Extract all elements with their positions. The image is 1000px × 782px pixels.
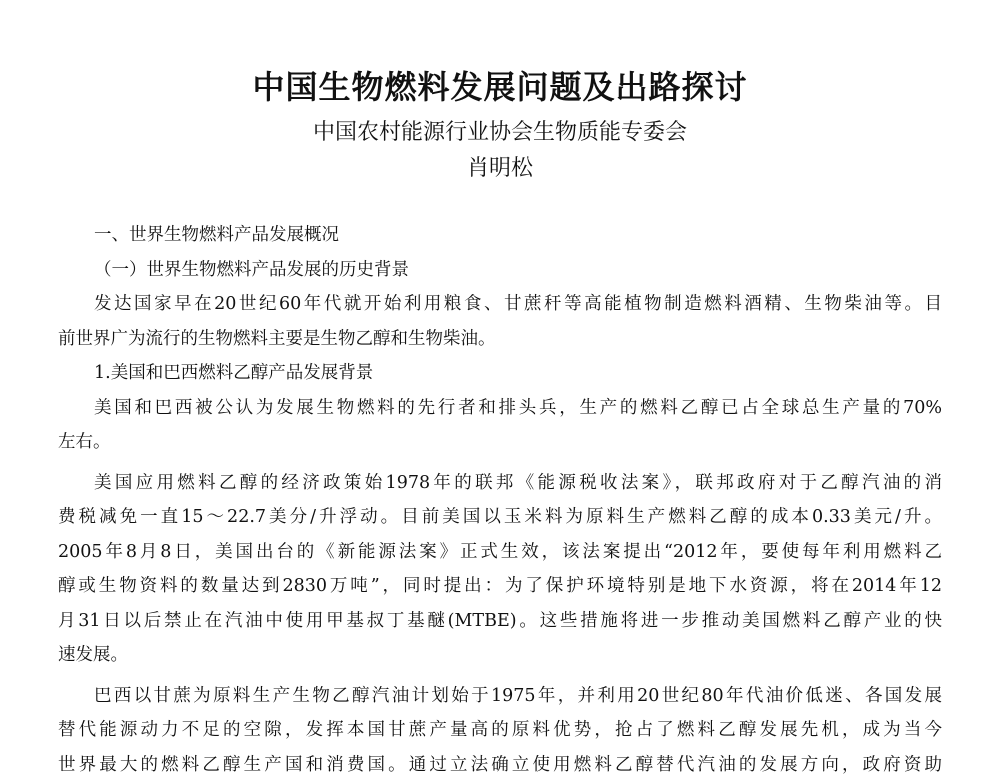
subsection-heading: （一）世界生物燃料产品发展的历史背景	[58, 253, 942, 288]
paragraph-line: 费税减免一直15～22.7美分/升浮动。目前美国以玉米料为原料生产燃料乙醇的成本0.33美元/升。	[58, 500, 942, 535]
paragraph-line: 美国应用燃料乙醇的经济政策始1978年的联邦《能源税收法案》，联邦政府对于乙醇汽油的消	[58, 466, 942, 501]
paragraph-line: 前世界广为流行的生物燃料主要是生物乙醇和生物柴油。	[58, 322, 942, 357]
author-organization: 中国农村能源行业协会生物质能专委会	[0, 116, 1000, 150]
paragraph-line: 替代能源动力不足的空隙，发挥本国甘蔗产量高的原料优势，抢占了燃料乙醇发展先机，成为当今	[58, 713, 942, 748]
paragraph-line: 巴西以甘蔗为原料生产生物乙醇汽油计划始于1975年，并利用20世纪80年代油价低迷、各国发展	[58, 679, 942, 714]
document-title: 中国生物燃料发展问题及出路探讨	[0, 62, 1000, 112]
paragraph-line: 左右。	[58, 425, 942, 460]
paragraph-line: 月31日以后禁止在汽油中使用甲基叔丁基醚(MTBE)。这些措施将进一步推动美国燃料乙醇产业的快	[58, 604, 942, 639]
paragraph-line: 醇或生物资料的数量达到2830万吨”，同时提出：为了保护环境特别是地下水资源，将在2014年12	[58, 569, 942, 604]
document-body	[58, 218, 942, 782]
section-heading: 一、世界生物燃料产品发展概况	[58, 218, 942, 253]
subsection-heading: 1.美国和巴西燃料乙醇产品发展背景	[58, 356, 942, 391]
paragraph-line: 速发展。	[58, 638, 942, 673]
paragraph-line: 美国和巴西被公认为发展生物燃料的先行者和排头兵，生产的燃料乙醇已占全球总生产量的70%	[58, 391, 942, 426]
author-name: 肖明松	[0, 152, 1000, 186]
paragraph-line: 发达国家早在20世纪60年代就开始利用粮食、甘蔗秆等高能植物制造燃料酒精、生物柴油等。目	[58, 287, 942, 322]
paragraph-line: 世界最大的燃料乙醇生产国和消费国。通过立法确立使用燃料乙醇替代汽油的发展方向，政府资助	[58, 748, 942, 782]
paragraph-line: 2005年8月8日，美国出台的《新能源法案》正式生效，该法案提出“2012年，要使每年利用燃料乙	[58, 535, 942, 570]
